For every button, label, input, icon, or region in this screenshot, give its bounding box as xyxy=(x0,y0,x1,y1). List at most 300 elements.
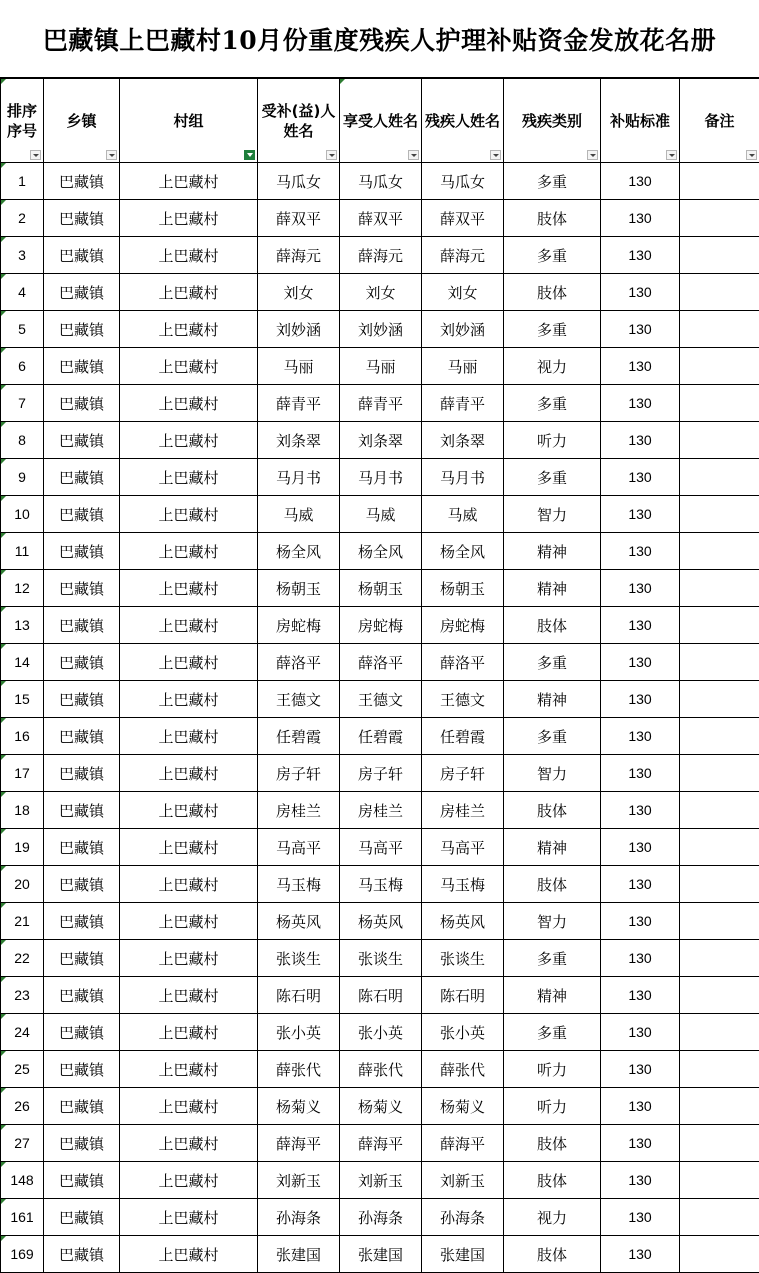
cell-remark[interactable] xyxy=(680,718,759,755)
cell-village[interactable]: 上巴藏村 xyxy=(120,422,258,459)
cell-town[interactable]: 巴藏镇 xyxy=(44,1088,120,1125)
cell-recipient[interactable]: 薛海元 xyxy=(340,237,422,274)
cell-index[interactable]: 25 xyxy=(1,1051,44,1088)
cell-index[interactable]: 8 xyxy=(1,422,44,459)
cell-disabled-person[interactable]: 杨朝玉 xyxy=(422,570,504,607)
cell-remark[interactable] xyxy=(680,829,759,866)
cell-category[interactable]: 多重 xyxy=(504,459,601,496)
cell-category[interactable]: 多重 xyxy=(504,237,601,274)
cell-disabled-person[interactable]: 马威 xyxy=(422,496,504,533)
cell-disabled-person[interactable]: 王德文 xyxy=(422,681,504,718)
cell-standard[interactable]: 130 xyxy=(601,644,680,681)
cell-category[interactable]: 听力 xyxy=(504,1051,601,1088)
cell-beneficiary[interactable]: 马玉梅 xyxy=(258,866,340,903)
cell-recipient[interactable]: 张谈生 xyxy=(340,940,422,977)
cell-disabled-person[interactable]: 刘新玉 xyxy=(422,1162,504,1199)
cell-category[interactable]: 多重 xyxy=(504,940,601,977)
cell-disabled-person[interactable]: 马丽 xyxy=(422,348,504,385)
header-label: 排序序号 xyxy=(6,101,37,140)
cell-index[interactable]: 12 xyxy=(1,570,44,607)
cell-disabled-person[interactable]: 马高平 xyxy=(422,829,504,866)
cell-index[interactable]: 27 xyxy=(1,1125,44,1162)
cell-remark[interactable] xyxy=(680,1088,759,1125)
cell-town[interactable]: 巴藏镇 xyxy=(44,163,120,200)
cell-category[interactable]: 智力 xyxy=(504,755,601,792)
cell-standard[interactable]: 130 xyxy=(601,533,680,570)
cell-index[interactable]: 16 xyxy=(1,718,44,755)
cell-category[interactable]: 听力 xyxy=(504,422,601,459)
cell-index[interactable]: 169 xyxy=(1,1236,44,1273)
cell-recipient[interactable]: 薛青平 xyxy=(340,385,422,422)
filter-dropdown-icon[interactable] xyxy=(408,150,419,160)
cell-standard[interactable]: 130 xyxy=(601,422,680,459)
cell-standard[interactable]: 130 xyxy=(601,718,680,755)
cell-remark[interactable] xyxy=(680,1162,759,1199)
cell-recipient[interactable]: 马威 xyxy=(340,496,422,533)
cell-recipient[interactable]: 张小英 xyxy=(340,1014,422,1051)
cell-recipient[interactable]: 薛张代 xyxy=(340,1051,422,1088)
cell-disabled-person[interactable]: 房蛇梅 xyxy=(422,607,504,644)
cell-village[interactable]: 上巴藏村 xyxy=(120,570,258,607)
cell-village[interactable]: 上巴藏村 xyxy=(120,940,258,977)
cell-index[interactable]: 15 xyxy=(1,681,44,718)
cell-marker-icon xyxy=(340,79,345,84)
cell-disabled-person[interactable]: 刘条翠 xyxy=(422,422,504,459)
cell-beneficiary[interactable]: 薛双平 xyxy=(258,200,340,237)
cell-index[interactable]: 161 xyxy=(1,1199,44,1236)
cell-recipient[interactable]: 马丽 xyxy=(340,348,422,385)
cell-village[interactable]: 上巴藏村 xyxy=(120,792,258,829)
cell-town[interactable]: 巴藏镇 xyxy=(44,755,120,792)
cell-town[interactable]: 巴藏镇 xyxy=(44,792,120,829)
cell-beneficiary[interactable]: 薛洛平 xyxy=(258,644,340,681)
table-row xyxy=(1,1014,759,1051)
cell-remark[interactable] xyxy=(680,163,759,200)
cell-beneficiary[interactable]: 张小英 xyxy=(258,1014,340,1051)
cell-beneficiary[interactable]: 任碧霞 xyxy=(258,718,340,755)
cell-marker-icon xyxy=(1,348,6,353)
cell-standard[interactable]: 130 xyxy=(601,311,680,348)
cell-remark[interactable] xyxy=(680,681,759,718)
cell-recipient[interactable]: 张建国 xyxy=(340,1236,422,1273)
cell-village[interactable]: 上巴藏村 xyxy=(120,903,258,940)
cell-standard[interactable]: 130 xyxy=(601,1125,680,1162)
cell-category[interactable]: 多重 xyxy=(504,163,601,200)
cell-town[interactable]: 巴藏镇 xyxy=(44,459,120,496)
filter-dropdown-icon[interactable] xyxy=(746,150,757,160)
filter-dropdown-icon[interactable] xyxy=(106,150,117,160)
cell-recipient[interactable]: 杨菊义 xyxy=(340,1088,422,1125)
cell-village[interactable]: 上巴藏村 xyxy=(120,1199,258,1236)
cell-category[interactable]: 肢体 xyxy=(504,200,601,237)
cell-recipient[interactable]: 马瓜女 xyxy=(340,163,422,200)
cell-remark[interactable] xyxy=(680,274,759,311)
cell-disabled-person[interactable]: 薛海元 xyxy=(422,237,504,274)
header-cell-remark[interactable] xyxy=(680,79,759,163)
cell-marker-icon xyxy=(1,977,6,982)
cell-remark[interactable] xyxy=(680,348,759,385)
header-cell-beneficiary[interactable] xyxy=(258,79,340,163)
cell-standard[interactable]: 130 xyxy=(601,348,680,385)
cell-category[interactable]: 多重 xyxy=(504,1014,601,1051)
cell-beneficiary[interactable]: 房子轩 xyxy=(258,755,340,792)
cell-category[interactable]: 精神 xyxy=(504,681,601,718)
cell-recipient[interactable]: 杨朝玉 xyxy=(340,570,422,607)
cell-beneficiary[interactable]: 杨朝玉 xyxy=(258,570,340,607)
header-label: 享受人姓名 xyxy=(343,111,419,130)
cell-index[interactable]: 23 xyxy=(1,977,44,1014)
cell-index[interactable]: 22 xyxy=(1,940,44,977)
cell-town[interactable]: 巴藏镇 xyxy=(44,348,120,385)
cell-category[interactable]: 精神 xyxy=(504,570,601,607)
cell-village[interactable]: 上巴藏村 xyxy=(120,866,258,903)
cell-beneficiary[interactable]: 杨英风 xyxy=(258,903,340,940)
cell-disabled-person[interactable]: 张建国 xyxy=(422,1236,504,1273)
cell-beneficiary[interactable]: 张谈生 xyxy=(258,940,340,977)
cell-index[interactable]: 6 xyxy=(1,348,44,385)
header-cell-standard[interactable] xyxy=(601,79,680,163)
header-cell-village[interactable] xyxy=(120,79,258,163)
cell-category[interactable]: 肢体 xyxy=(504,1236,601,1273)
cell-village[interactable]: 上巴藏村 xyxy=(120,829,258,866)
cell-beneficiary[interactable]: 陈石明 xyxy=(258,977,340,1014)
cell-remark[interactable] xyxy=(680,1236,759,1273)
cell-town[interactable]: 巴藏镇 xyxy=(44,940,120,977)
cell-marker-icon xyxy=(1,792,6,797)
cell-index[interactable]: 5 xyxy=(1,311,44,348)
cell-index[interactable]: 11 xyxy=(1,533,44,570)
cell-recipient[interactable]: 马玉梅 xyxy=(340,866,422,903)
cell-standard[interactable]: 130 xyxy=(601,792,680,829)
cell-remark[interactable] xyxy=(680,533,759,570)
cell-beneficiary[interactable]: 王德文 xyxy=(258,681,340,718)
cell-disabled-person[interactable]: 房桂兰 xyxy=(422,792,504,829)
cell-beneficiary[interactable]: 马瓜女 xyxy=(258,163,340,200)
cell-disabled-person[interactable]: 薛双平 xyxy=(422,200,504,237)
cell-recipient[interactable]: 马高平 xyxy=(340,829,422,866)
cell-beneficiary[interactable]: 薛海元 xyxy=(258,237,340,274)
cell-disabled-person[interactable]: 张小英 xyxy=(422,1014,504,1051)
cell-recipient[interactable]: 刘女 xyxy=(340,274,422,311)
header-label: 村组 xyxy=(173,111,204,130)
cell-standard[interactable]: 130 xyxy=(601,1051,680,1088)
cell-village[interactable]: 上巴藏村 xyxy=(120,607,258,644)
filter-dropdown-icon[interactable] xyxy=(666,150,677,160)
cell-village[interactable]: 上巴藏村 xyxy=(120,1014,258,1051)
cell-standard[interactable]: 130 xyxy=(601,200,680,237)
cell-beneficiary[interactable]: 薛张代 xyxy=(258,1051,340,1088)
cell-disabled-person[interactable]: 薛张代 xyxy=(422,1051,504,1088)
cell-index[interactable]: 18 xyxy=(1,792,44,829)
cell-beneficiary[interactable]: 薛青平 xyxy=(258,385,340,422)
cell-beneficiary[interactable]: 房蛇梅 xyxy=(258,607,340,644)
cell-category[interactable]: 视力 xyxy=(504,348,601,385)
cell-beneficiary[interactable]: 刘新玉 xyxy=(258,1162,340,1199)
cell-recipient[interactable]: 杨全风 xyxy=(340,533,422,570)
cell-standard[interactable]: 130 xyxy=(601,1014,680,1051)
cell-index[interactable]: 2 xyxy=(1,200,44,237)
table-row xyxy=(1,829,759,866)
cell-village[interactable]: 上巴藏村 xyxy=(120,718,258,755)
header-cell-category[interactable] xyxy=(504,79,601,163)
cell-beneficiary[interactable]: 马月书 xyxy=(258,459,340,496)
cell-town[interactable]: 巴藏镇 xyxy=(44,1236,120,1273)
cell-recipient[interactable]: 房子轩 xyxy=(340,755,422,792)
cell-village[interactable]: 上巴藏村 xyxy=(120,237,258,274)
cell-index[interactable]: 24 xyxy=(1,1014,44,1051)
cell-town[interactable]: 巴藏镇 xyxy=(44,903,120,940)
cell-index[interactable]: 17 xyxy=(1,755,44,792)
cell-remark[interactable] xyxy=(680,1199,759,1236)
header-cell-disabled-person[interactable] xyxy=(422,79,504,163)
cell-disabled-person[interactable]: 马月书 xyxy=(422,459,504,496)
cell-category[interactable]: 肢体 xyxy=(504,792,601,829)
cell-remark[interactable] xyxy=(680,311,759,348)
cell-remark[interactable] xyxy=(680,607,759,644)
cell-recipient[interactable]: 马月书 xyxy=(340,459,422,496)
cell-recipient[interactable]: 刘妙涵 xyxy=(340,311,422,348)
cell-village[interactable]: 上巴藏村 xyxy=(120,1088,258,1125)
cell-town[interactable]: 巴藏镇 xyxy=(44,866,120,903)
cell-remark[interactable] xyxy=(680,385,759,422)
cell-town[interactable]: 巴藏镇 xyxy=(44,829,120,866)
cell-standard[interactable]: 130 xyxy=(601,459,680,496)
cell-village[interactable]: 上巴藏村 xyxy=(120,274,258,311)
cell-town[interactable]: 巴藏镇 xyxy=(44,1014,120,1051)
filter-dropdown-icon[interactable] xyxy=(30,150,41,160)
header-cell-recipient[interactable] xyxy=(340,79,422,163)
cell-recipient[interactable]: 薛洛平 xyxy=(340,644,422,681)
cell-index[interactable]: 3 xyxy=(1,237,44,274)
cell-index[interactable]: 14 xyxy=(1,644,44,681)
cell-index[interactable]: 1 xyxy=(1,163,44,200)
cell-recipient[interactable]: 房蛇梅 xyxy=(340,607,422,644)
cell-recipient[interactable]: 杨英风 xyxy=(340,903,422,940)
cell-town[interactable]: 巴藏镇 xyxy=(44,385,120,422)
cell-standard[interactable]: 130 xyxy=(601,274,680,311)
cell-index[interactable]: 19 xyxy=(1,829,44,866)
cell-index[interactable]: 26 xyxy=(1,1088,44,1125)
cell-town[interactable]: 巴藏镇 xyxy=(44,496,120,533)
cell-standard[interactable]: 130 xyxy=(601,237,680,274)
cell-index[interactable]: 10 xyxy=(1,496,44,533)
cell-beneficiary[interactable]: 张建国 xyxy=(258,1236,340,1273)
cell-recipient[interactable]: 刘条翠 xyxy=(340,422,422,459)
cell-village[interactable]: 上巴藏村 xyxy=(120,163,258,200)
cell-standard[interactable]: 130 xyxy=(601,385,680,422)
cell-standard[interactable]: 130 xyxy=(601,755,680,792)
cell-town[interactable]: 巴藏镇 xyxy=(44,977,120,1014)
cell-disabled-person[interactable]: 杨全风 xyxy=(422,533,504,570)
cell-standard[interactable]: 130 xyxy=(601,607,680,644)
cell-beneficiary[interactable]: 杨菊义 xyxy=(258,1088,340,1125)
cell-disabled-person[interactable]: 房子轩 xyxy=(422,755,504,792)
cell-standard[interactable]: 130 xyxy=(601,163,680,200)
cell-category[interactable]: 多重 xyxy=(504,311,601,348)
cell-standard[interactable]: 130 xyxy=(601,1088,680,1125)
cell-remark[interactable] xyxy=(680,1125,759,1162)
cell-standard[interactable]: 130 xyxy=(601,829,680,866)
cell-beneficiary[interactable]: 马高平 xyxy=(258,829,340,866)
cell-town[interactable]: 巴藏镇 xyxy=(44,1162,120,1199)
cell-category[interactable]: 智力 xyxy=(504,903,601,940)
cell-town[interactable]: 巴藏镇 xyxy=(44,311,120,348)
cell-village[interactable]: 上巴藏村 xyxy=(120,644,258,681)
cell-remark[interactable] xyxy=(680,496,759,533)
cell-town[interactable]: 巴藏镇 xyxy=(44,644,120,681)
cell-standard[interactable]: 130 xyxy=(601,496,680,533)
cell-standard[interactable]: 130 xyxy=(601,1199,680,1236)
cell-recipient[interactable]: 任碧霞 xyxy=(340,718,422,755)
cell-village[interactable]: 上巴藏村 xyxy=(120,200,258,237)
cell-standard[interactable]: 130 xyxy=(601,1236,680,1273)
cell-town[interactable]: 巴藏镇 xyxy=(44,237,120,274)
cell-town[interactable]: 巴藏镇 xyxy=(44,718,120,755)
filter-dropdown-icon[interactable] xyxy=(326,150,337,160)
cell-remark[interactable] xyxy=(680,1014,759,1051)
cell-beneficiary[interactable]: 杨全风 xyxy=(258,533,340,570)
cell-remark[interactable] xyxy=(680,200,759,237)
cell-village[interactable]: 上巴藏村 xyxy=(120,977,258,1014)
cell-recipient[interactable]: 王德文 xyxy=(340,681,422,718)
cell-disabled-person[interactable]: 薛青平 xyxy=(422,385,504,422)
cell-village[interactable]: 上巴藏村 xyxy=(120,348,258,385)
filter-dropdown-icon[interactable] xyxy=(587,150,598,160)
cell-category[interactable]: 听力 xyxy=(504,1088,601,1125)
cell-recipient[interactable]: 陈石明 xyxy=(340,977,422,1014)
cell-index[interactable]: 7 xyxy=(1,385,44,422)
cell-beneficiary[interactable]: 刘女 xyxy=(258,274,340,311)
cell-village[interactable]: 上巴藏村 xyxy=(120,459,258,496)
cell-standard[interactable]: 130 xyxy=(601,1162,680,1199)
filter-dropdown-icon[interactable] xyxy=(490,150,501,160)
cell-standard[interactable]: 130 xyxy=(601,903,680,940)
cell-disabled-person[interactable]: 刘妙涵 xyxy=(422,311,504,348)
cell-marker-icon xyxy=(1,385,6,390)
cell-town[interactable]: 巴藏镇 xyxy=(44,422,120,459)
cell-index[interactable]: 148 xyxy=(1,1162,44,1199)
cell-recipient[interactable]: 薛海平 xyxy=(340,1125,422,1162)
cell-index[interactable]: 20 xyxy=(1,866,44,903)
cell-index[interactable]: 13 xyxy=(1,607,44,644)
cell-remark[interactable] xyxy=(680,570,759,607)
cell-disabled-person[interactable]: 孙海条 xyxy=(422,1199,504,1236)
cell-village[interactable]: 上巴藏村 xyxy=(120,755,258,792)
cell-standard[interactable]: 130 xyxy=(601,681,680,718)
cell-disabled-person[interactable]: 刘女 xyxy=(422,274,504,311)
cell-village[interactable]: 上巴藏村 xyxy=(120,1051,258,1088)
cell-beneficiary[interactable]: 刘妙涵 xyxy=(258,311,340,348)
header-cell-town[interactable] xyxy=(44,79,120,163)
cell-standard[interactable]: 130 xyxy=(601,977,680,1014)
cell-category[interactable]: 肢体 xyxy=(504,274,601,311)
cell-village[interactable]: 上巴藏村 xyxy=(120,681,258,718)
cell-disabled-person[interactable]: 杨英风 xyxy=(422,903,504,940)
cell-recipient[interactable]: 房桂兰 xyxy=(340,792,422,829)
cell-category[interactable]: 肢体 xyxy=(504,866,601,903)
filter-active-icon[interactable] xyxy=(244,150,255,160)
cell-category[interactable]: 视力 xyxy=(504,1199,601,1236)
cell-disabled-person[interactable]: 薛洛平 xyxy=(422,644,504,681)
cell-beneficiary[interactable]: 马丽 xyxy=(258,348,340,385)
cell-category[interactable]: 多重 xyxy=(504,385,601,422)
cell-category[interactable]: 多重 xyxy=(504,718,601,755)
table-row xyxy=(1,274,759,311)
cell-remark[interactable] xyxy=(680,459,759,496)
cell-disabled-person[interactable]: 马玉梅 xyxy=(422,866,504,903)
cell-recipient[interactable]: 薛双平 xyxy=(340,200,422,237)
header-cell-index[interactable] xyxy=(1,79,44,163)
cell-disabled-person[interactable]: 张谈生 xyxy=(422,940,504,977)
cell-village[interactable]: 上巴藏村 xyxy=(120,496,258,533)
cell-remark[interactable] xyxy=(680,866,759,903)
cell-town[interactable]: 巴藏镇 xyxy=(44,274,120,311)
cell-remark[interactable] xyxy=(680,644,759,681)
cell-village[interactable]: 上巴藏村 xyxy=(120,1162,258,1199)
cell-disabled-person[interactable]: 陈石明 xyxy=(422,977,504,1014)
cell-remark[interactable] xyxy=(680,755,759,792)
cell-disabled-person[interactable]: 杨菊义 xyxy=(422,1088,504,1125)
cell-town[interactable]: 巴藏镇 xyxy=(44,607,120,644)
cell-town[interactable]: 巴藏镇 xyxy=(44,1125,120,1162)
cell-town[interactable]: 巴藏镇 xyxy=(44,570,120,607)
cell-index[interactable]: 4 xyxy=(1,274,44,311)
cell-remark[interactable] xyxy=(680,422,759,459)
cell-town[interactable]: 巴藏镇 xyxy=(44,681,120,718)
cell-category[interactable]: 精神 xyxy=(504,533,601,570)
cell-beneficiary[interactable]: 房桂兰 xyxy=(258,792,340,829)
cell-beneficiary[interactable]: 马威 xyxy=(258,496,340,533)
cell-town[interactable]: 巴藏镇 xyxy=(44,200,120,237)
cell-remark[interactable] xyxy=(680,940,759,977)
cell-town[interactable]: 巴藏镇 xyxy=(44,1051,120,1088)
cell-village[interactable]: 上巴藏村 xyxy=(120,533,258,570)
cell-category[interactable]: 精神 xyxy=(504,829,601,866)
cell-standard[interactable]: 130 xyxy=(601,940,680,977)
cell-standard[interactable]: 130 xyxy=(601,570,680,607)
cell-category[interactable]: 肢体 xyxy=(504,1162,601,1199)
cell-town[interactable]: 巴藏镇 xyxy=(44,533,120,570)
cell-village[interactable]: 上巴藏村 xyxy=(120,311,258,348)
cell-disabled-person[interactable]: 任碧霞 xyxy=(422,718,504,755)
cell-village[interactable]: 上巴藏村 xyxy=(120,1125,258,1162)
cell-remark[interactable] xyxy=(680,237,759,274)
cell-recipient[interactable]: 刘新玉 xyxy=(340,1162,422,1199)
cell-beneficiary[interactable]: 薛海平 xyxy=(258,1125,340,1162)
cell-standard[interactable]: 130 xyxy=(601,866,680,903)
cell-disabled-person[interactable]: 薛海平 xyxy=(422,1125,504,1162)
cell-beneficiary[interactable]: 孙海条 xyxy=(258,1199,340,1236)
cell-remark[interactable] xyxy=(680,1051,759,1088)
cell-beneficiary[interactable]: 刘条翠 xyxy=(258,422,340,459)
cell-town[interactable]: 巴藏镇 xyxy=(44,1199,120,1236)
cell-remark[interactable] xyxy=(680,903,759,940)
cell-index[interactable]: 9 xyxy=(1,459,44,496)
cell-category[interactable]: 精神 xyxy=(504,977,601,1014)
cell-category[interactable]: 多重 xyxy=(504,644,601,681)
cell-remark[interactable] xyxy=(680,792,759,829)
table-row xyxy=(1,422,759,459)
cell-disabled-person[interactable]: 马瓜女 xyxy=(422,163,504,200)
cell-category[interactable]: 肢体 xyxy=(504,607,601,644)
cell-recipient[interactable]: 孙海条 xyxy=(340,1199,422,1236)
cell-remark[interactable] xyxy=(680,977,759,1014)
cell-category[interactable]: 智力 xyxy=(504,496,601,533)
cell-category[interactable]: 肢体 xyxy=(504,1125,601,1162)
cell-village[interactable]: 上巴藏村 xyxy=(120,1236,258,1273)
cell-index[interactable]: 21 xyxy=(1,903,44,940)
cell-village[interactable]: 上巴藏村 xyxy=(120,385,258,422)
